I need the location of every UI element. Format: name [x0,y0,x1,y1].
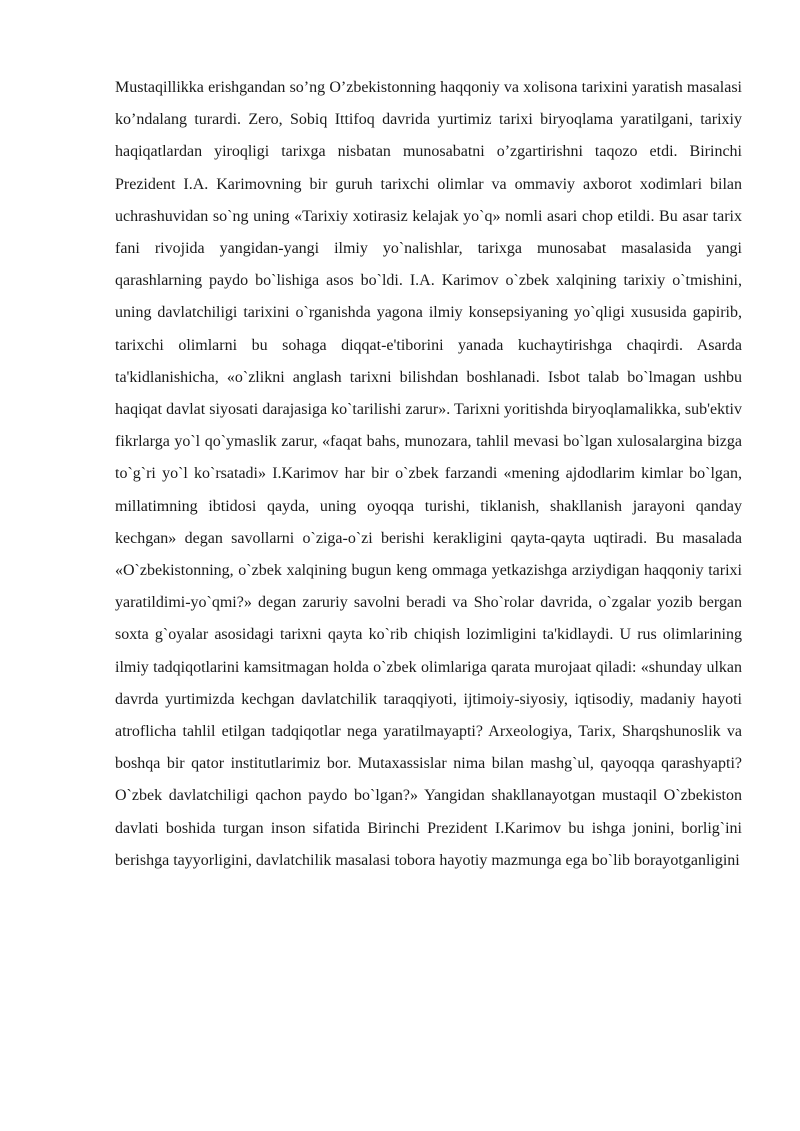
body-paragraph: Mustaqillikka erishgandan so’ng O’zbekistonning haqqoniy va xolisona tarixini yaratish masalasi ko’ndalang turardi. Zero, Sobiq Ittifoq davrida yurtimiz tarixi biryoqlama yaratilgani, tarixiy haqiqatlardan yiroqligi tarixga nisbatan munosabatni o’zgartirishni taqozo etdi. Birinchi Prezident I.A. Karimovning bir guruh tarixchi olimlar va ommaviy axborot xodimlari bilan uchrashuvidan so`ng uning «Tarixiy xotirasiz kelajak yo`q» nomli asari chop etildi. Bu asar tarix fani rivojida yangidan-yangi ilmiy yo`nalishlar, tarixga munosabat masalasida yangi qarashlarning paydo bo`lishiga asos bo`ldi. I.A. Karimov o`zbek xalqining tarixiy o`tmishini, uning davlatchiligi tarixini o`rganishda yagona ilmiy konsepsiyaning yo`qligi xususida gapirib, tarixchi olimlarni bu sohaga diqqat-e'tiborini yanada kuchaytirishga chaqirdi. Asarda ta'kidlanishicha, «o`zlikni anglash tarixni bilishdan boshlanadi. Isbot talab bo`lmagan ushbu haqiqat davlat siyosati darajasiga ko`tarilishi zarur». Tarixni yoritishda biryoqlamalikka, sub'ektiv fikrlarga yo`l qo`ymaslik zarur, «faqat bahs, munozara, tahlil mevasi bo`lgan xulosalargina bizga to`g`ri yo`l ko`rsatadi» I.Karimov har bir o`zbek farzandi «mening ajdodlarim kimlar bo`lgan, millatimning ibtidosi qayda, uning oyoqqa turishi, tiklanish, shakllanish jarayoni qanday kechgan» degan savollarni o`ziga-o`zi berishi kerakligini qayta-qayta uqtiradi. Bu masalada «O`zbekistonning, o`zbek xalqining bugun keng ommaga yetkazishga arziydigan haqqoniy tarixi yaratildimi-yo`qmi?» degan zaruriy savolni beradi va Sho`rolar davrida, o`zgalar yozib bergan soxta g`oyalar asosidagi tarixni qayta ko`rib chiqish lozimligini ta'kidlaydi. U rus olimlarining ilmiy tadqiqotlarini kamsitmagan holda o`zbek olimlariga qarata murojaat qiladi: «shunday ulkan davrda yurtimizda kechgan davlatchilik taraqqiyoti, ijtimoiy-siyosiy, iqtisodiy, madaniy hayoti atroflicha tahlil etilgan tadqiqotlar nega yaratilmayapti? Arxeologiya, Tarix, Sharqshunoslik va boshqa bir qator institutlarimiz bor. Mutaxassislar nima bilan mashg`ul, qayoqqa qarashyapti? O`zbek davlatchiligi qachon paydo bo`lgan?» Yangidan shakllanayotgan mustaqil O`zbekiston davlati boshida turgan inson sifatida Birinchi Prezident I.Karimov bu ishga jonini, borlig`ini berishga tayyorligini, davlatchilik masalasi tobora hayotiy mazmunga ega bo`lib borayotganligini [115,79,742,869]
document-page [115,72,742,877]
